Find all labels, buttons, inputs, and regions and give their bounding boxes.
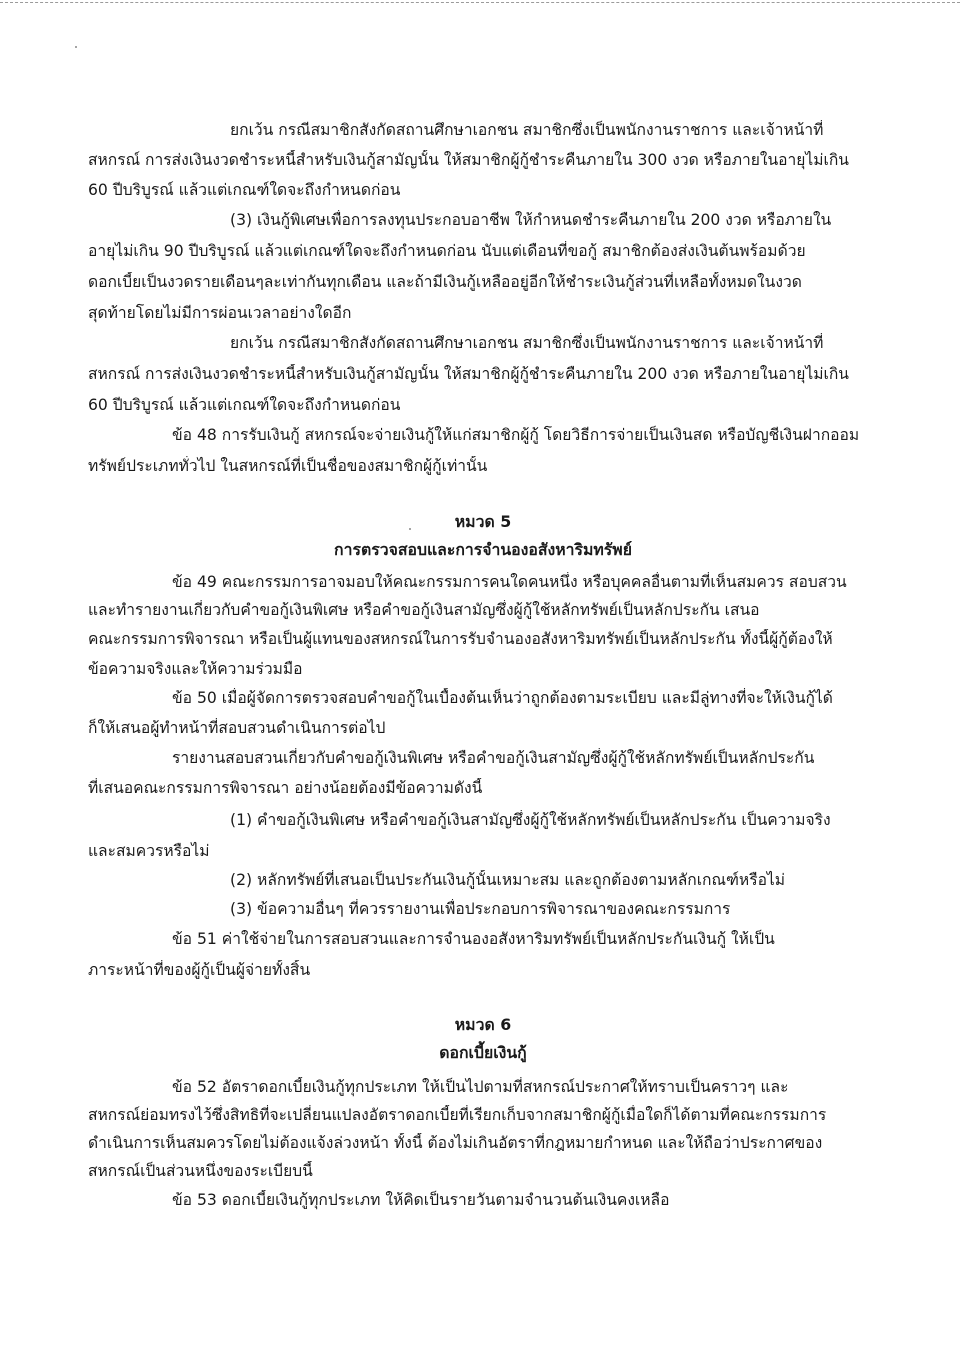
chapter-number: หมวด 6 <box>454 1015 512 1034</box>
body-line: และทำรายงานเกี่ยวกับคำขอกู้เงินพิเศษ หรือคำขอกู้เงินสามัญซึ่งผู้กู้ใช้หลักทรัพย์เป็นหลักประกัน เสนอ <box>88 601 760 619</box>
body-line: ดอกเบี้ยเป็นงวดรายเดือนๆละเท่ากันทุกเดือน และถ้ามีเงินกู้เหลืออยู่อีกให้ชำระเงินกู้ส่วนที่เหลือทั้งหมดในงวด <box>88 273 802 291</box>
chapter-title: การตรวจสอบและการจำนองอสังหาริมทรัพย์ <box>334 540 632 559</box>
body-line: ข้อ 52 อัตราดอกเบี้ยเงินกู้ทุกประเภท ให้เป็นไปตามที่สหกรณ์ประกาศให้ทราบเป็นคราวๆ และ <box>172 1078 789 1096</box>
body-line: (2) หลักทรัพย์ที่เสนอเป็นประกันเงินกู้นั้นเหมาะสม และถูกต้องตามหลักเกณฑ์หรือไม่ <box>230 871 786 889</box>
body-line: คณะกรรมการพิจารณา หรือเป็นผู้แทนของสหกรณ์ในการรับจำนองอสังหาริมทรัพย์เป็นหลักประกัน ทั้งนี้ผู้กู้ต้องให้ <box>88 630 833 648</box>
body-line: สหกรณ์ย่อมทรงไว้ซึ่งสิทธิที่จะเปลี่ยนแปลงอัตราดอกเบี้ยที่เรียกเก็บจากสมาชิกผู้กู้เมื่อใดก็ได้ตามที่คณะกรรมการ <box>88 1106 827 1124</box>
body-line: ข้อ 50 เมื่อผู้จัดการตรวจสอบคำขอกู้ในเบื้องต้นเห็นว่าถูกต้องตามระเบียบ และมีลู่ทางที่จะให้เงินกู้ได้ <box>172 689 833 707</box>
body-line: 60 ปีบริบูรณ์ แล้วแต่เกณฑ์ใดจะถึงกำหนดก่อน <box>88 396 401 414</box>
body-line: ก็ให้เสนอผู้ทำหน้าที่สอบสวนดำเนินการต่อไป <box>88 719 386 737</box>
body-line: ยกเว้น กรณีสมาชิกสังกัดสถานศึกษาเอกชน สมาชิกซึ่งเป็นพนักงานราชการ และเจ้าหน้าที่ <box>230 334 824 352</box>
chapter-title: ดอกเบี้ยเงินกู้ <box>439 1043 527 1062</box>
body-line: ข้อ 49 คณะกรรมการอาจมอบให้คณะกรรมการคนใดคนหนึ่ง หรือบุคคลอื่นตามที่เห็นสมควร สอบสวน <box>172 573 847 591</box>
body-line: ข้อ 48 การรับเงินกู้ สหกรณ์จะจ่ายเงินกู้ให้แก่สมาชิกผู้กู้ โดยวิธีการจ่ายเป็นเงินสด หรือบัญชีเงินฝากออม <box>172 426 860 444</box>
body-line: ดำเนินการเห็นสมควรโดยไม่ต้องแจ้งล่วงหน้า ทั้งนี้ ต้องไม่เกินอัตราที่กฎหมายกำหนด และให้ถือว่าประกาศของ <box>88 1134 823 1152</box>
body-line: ทรัพย์ประเภททั่วไป ในสหกรณ์ที่เป็นชื่อของสมาชิกผู้กู้เท่านั้น <box>88 457 488 475</box>
body-line: และสมควรหรือไม่ <box>88 842 210 860</box>
body-line: รายงานสอบสวนเกี่ยวกับคำขอกู้เงินพิเศษ หรือคำขอกู้เงินสามัญซึ่งผู้กู้ใช้หลักทรัพย์เป็นหลักประกัน <box>172 749 815 767</box>
body-line: สหกรณ์เป็นส่วนหนึ่งของระเบียบนี้ <box>88 1162 313 1180</box>
body-line: สหกรณ์ การส่งเงินงวดชำระหนี้สำหรับเงินกู้สามัญนั้น ให้สมาชิกผู้กู้ชำระคืนภายใน 300 งวด หรือภายในอายุไม่เกิน <box>88 151 849 169</box>
body-line: 60 ปีบริบูรณ์ แล้วแต่เกณฑ์ใดจะถึงกำหนดก่อน <box>88 181 401 199</box>
body-line: (3) ข้อความอื่นๆ ที่ควรรายงานเพื่อประกอบการพิจารณาของคณะกรรมการ <box>230 900 731 918</box>
body-line: ข้อ 53 ดอกเบี้ยเงินกู้ทุกประเภท ให้คิดเป็นรายวันตามจำนวนต้นเงินคงเหลือ <box>172 1191 670 1209</box>
body-line: ภาระหน้าที่ของผู้กู้เป็นผู้จ่ายทั้งสิ้น <box>88 961 311 979</box>
body-line: สุดท้ายโดยไม่มีการผ่อนเวลาอย่างใดอีก <box>88 304 352 322</box>
body-line: ข้อความจริงและให้ความร่วมมือ <box>88 660 303 678</box>
body-line: สหกรณ์ การส่งเงินงวดชำระหนี้สำหรับเงินกู้สามัญนั้น ให้สมาชิกผู้กู้ชำระคืนภายใน 200 งวด หรือภายในอายุไม่เกิน <box>88 365 849 383</box>
body-line: (3) เงินกู้พิเศษเพื่อการลงทุนประกอบอาชีพ ให้กำหนดชำระคืนภายใน 200 งวด หรือภายใน <box>230 211 832 229</box>
body-line: ข้อ 51 ค่าใช้จ่ายในการสอบสวนและการจำนองอสังหาริมทรัพย์เป็นหลักประกันเงินกู้ ให้เป็น <box>172 930 775 948</box>
body-line: ยกเว้น กรณีสมาชิกสังกัดสถานศึกษาเอกชน สมาชิกซึ่งเป็นพนักงานราชการ และเจ้าหน้าที่ <box>230 121 824 139</box>
scan-speck <box>75 46 77 48</box>
scan-top-edge <box>0 2 960 3</box>
chapter-number: หมวด 5 <box>454 512 512 531</box>
body-line: (1) คำขอกู้เงินพิเศษ หรือคำขอกู้เงินสามัญซึ่งผู้กู้ใช้หลักทรัพย์เป็นหลักประกัน เป็นความจริง <box>230 811 831 829</box>
body-line: ที่เสนอคณะกรรมการพิจารณา อย่างน้อยต้องมีข้อความดังนี้ <box>88 779 483 797</box>
body-line: อายุไม่เกิน 90 ปีบริบูรณ์ แล้วแต่เกณฑ์ใดจะถึงกำหนดก่อน นับแต่เดือนที่ขอกู้ สมาชิกต้องส่งเงินต้นพร้อมด้วย <box>88 242 806 260</box>
